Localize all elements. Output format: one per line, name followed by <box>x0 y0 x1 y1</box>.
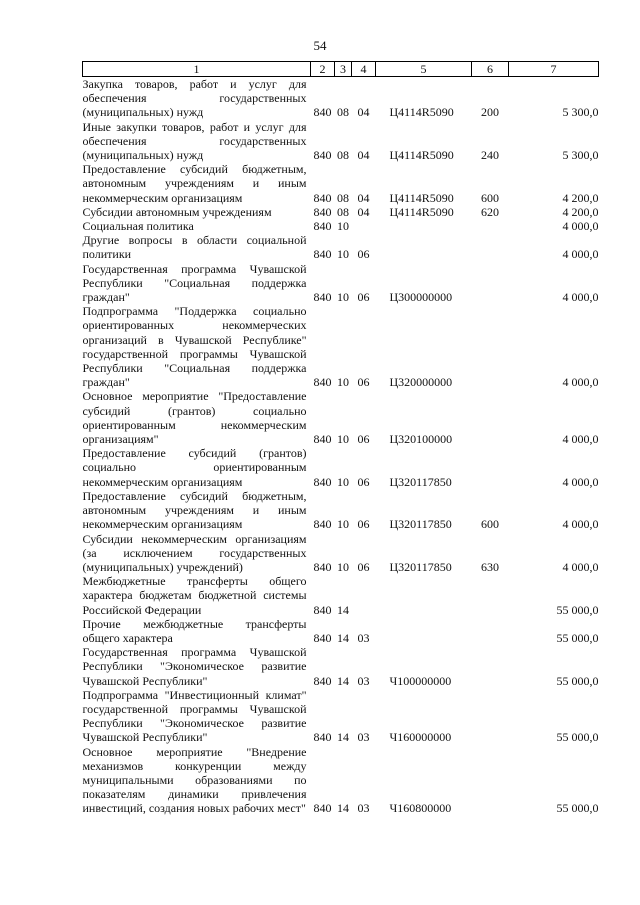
row-code-subsection: 04 <box>357 204 370 219</box>
row-description: Предоставление субсидий (грантов) социально ориентированным некоммерческим организациям <box>82 446 307 489</box>
row-amount: 4 000,0 <box>562 432 599 447</box>
row-code-admin: 840 <box>313 432 332 447</box>
row-code-target: Ц320117850 <box>389 559 452 574</box>
row-code-admin: 840 <box>313 730 332 745</box>
row-code-type <box>472 688 509 745</box>
row-code-target <box>376 574 472 617</box>
row-code-section: 10 <box>337 559 349 574</box>
row-code-type <box>472 745 509 816</box>
row-code-target <box>376 219 472 233</box>
row-code-target: Ц320000000 <box>389 375 453 390</box>
row-description: Социальная политика <box>82 219 194 234</box>
table-row <box>83 233 599 261</box>
row-description: Основное мероприятие "Предоставление субсидий (грантов) социально ориентированным некоммерческим организациям" <box>82 389 307 447</box>
row-description: Закупка товаров, работ и услуг для обеспечения государственных (муниципальных) нужд <box>82 77 307 120</box>
row-code-section: 08 <box>337 204 349 219</box>
row-code-admin: 840 <box>313 673 332 688</box>
row-amount: 55 000,0 <box>556 801 599 816</box>
row-code-admin: 840 <box>313 630 332 645</box>
row-code-target: Ц4114R5090 <box>389 204 454 219</box>
row-description: Предоставление субсидий бюджетным, автономным учреждениям и иным некоммерческим организациям <box>82 162 307 205</box>
row-code-section: 10 <box>337 290 349 305</box>
row-code-admin: 840 <box>313 148 332 163</box>
row-code-target: Ч160800000 <box>389 801 452 816</box>
row-description: Прочие межбюджетные трансферты общего характера <box>82 616 307 645</box>
row-description: Предоставление субсидий бюджетным, автономным учреждениям и иным некоммерческим организациям <box>82 488 307 532</box>
table-row <box>83 446 599 489</box>
row-code-target <box>376 617 472 645</box>
row-code-subsection <box>352 219 376 233</box>
row-code-type <box>472 389 509 446</box>
row-code-target: Ч160000000 <box>389 730 452 745</box>
row-code-section: 10 <box>337 474 349 489</box>
budget-table <box>82 61 599 816</box>
table-row <box>83 219 599 233</box>
row-description: Подпрограмма "Инвестиционный климат" государственной программы Чувашской Республики "Экономическое развитие Чувашской Республики" <box>82 687 307 745</box>
header-cell: 1 <box>83 62 311 77</box>
row-code-target: Ц320117850 <box>389 517 452 532</box>
row-code-type <box>472 262 509 305</box>
row-code-target: Ц4114R5090 <box>389 190 454 205</box>
row-description: Субсидии некоммерческим организациям (за исключением государственных (муниципальных) учреждений) <box>82 531 307 574</box>
table-row <box>83 304 599 389</box>
row-code-subsection: 03 <box>357 801 370 816</box>
header-cell: 7 <box>509 62 599 77</box>
row-code-target <box>376 233 472 261</box>
table-row <box>83 532 599 575</box>
row-code-type <box>472 233 509 261</box>
table-row <box>83 389 599 446</box>
row-code-section: 10 <box>337 517 349 532</box>
row-description: Подпрограмма "Поддержка социально ориентированных некоммерческих организаций в Чувашской Республике" государственной программы Чувашской Республики "Социальная поддержка граждан" <box>82 304 307 390</box>
row-description: Иные закупки товаров, работ и услуг для обеспечения государственных (муниципальных) нужд <box>82 119 307 163</box>
table-row <box>83 688 599 745</box>
row-amount: 4 000,0 <box>562 247 599 262</box>
row-code-type <box>472 446 509 489</box>
row-code-type <box>472 304 509 389</box>
row-code-admin: 840 <box>313 219 332 234</box>
row-code-admin: 840 <box>313 247 332 262</box>
row-description: Другие вопросы в области социальной политики <box>82 233 307 262</box>
row-code-type: 600 <box>481 517 499 532</box>
row-code-section: 14 <box>337 630 349 645</box>
row-code-section: 14 <box>337 673 349 688</box>
row-code-target: Ц4114R5090 <box>389 105 454 120</box>
row-code-section: 10 <box>337 375 349 390</box>
row-code-section: 10 <box>337 432 349 447</box>
table-row <box>83 489 599 532</box>
row-amount: 4 000,0 <box>562 290 599 305</box>
table-header-row <box>83 62 599 77</box>
row-code-admin: 840 <box>313 204 332 219</box>
row-code-subsection: 03 <box>357 673 370 688</box>
header-cell: 6 <box>472 62 509 77</box>
table-row <box>83 77 599 120</box>
table-row <box>83 262 599 305</box>
row-code-type <box>472 574 509 617</box>
row-code-type: 200 <box>481 105 499 120</box>
table-row <box>83 120 599 163</box>
row-code-target: Ц320100000 <box>389 432 453 447</box>
header-cell: 3 <box>335 62 352 77</box>
row-amount: 55 000,0 <box>556 630 599 645</box>
table-row <box>83 745 599 816</box>
row-code-subsection: 06 <box>357 474 370 489</box>
table-row <box>83 617 599 645</box>
row-amount: 4 000,0 <box>562 559 599 574</box>
row-code-admin: 840 <box>313 190 332 205</box>
row-code-admin: 840 <box>313 375 332 390</box>
row-code-admin: 840 <box>313 474 332 489</box>
row-code-admin: 840 <box>313 801 332 816</box>
row-code-section: 14 <box>337 801 349 816</box>
header-cell: 4 <box>352 62 376 77</box>
row-amount: 4 000,0 <box>562 219 599 234</box>
row-code-subsection: 04 <box>357 105 370 120</box>
row-code-admin: 840 <box>313 290 332 305</box>
row-code-section: 08 <box>337 148 349 163</box>
row-code-type <box>472 645 509 688</box>
row-code-subsection: 06 <box>357 432 370 447</box>
table-row <box>83 645 599 688</box>
row-description: Межбюджетные трансферты общего характера бюджетам бюджетной системы Российской Федерации <box>82 574 307 617</box>
row-code-type: 240 <box>481 148 499 163</box>
row-code-target: Ц4114R5090 <box>389 148 454 163</box>
row-code-subsection: 03 <box>357 730 370 745</box>
row-code-type <box>472 219 509 233</box>
row-amount: 4 000,0 <box>562 517 599 532</box>
row-amount: 5 300,0 <box>562 148 599 163</box>
row-amount: 55 000,0 <box>556 673 599 688</box>
row-code-admin: 840 <box>313 517 332 532</box>
row-amount: 4 200,0 <box>562 190 599 205</box>
row-code-subsection: 04 <box>357 190 370 205</box>
row-amount: 4 000,0 <box>562 375 599 390</box>
row-code-admin: 840 <box>313 602 332 617</box>
row-code-subsection: 04 <box>357 148 370 163</box>
row-description: Основное мероприятие "Внедрение механизмов конкуренции между муниципальными образованиями по показателям динамики привлечения инвестиций, создания новых рабочих мест" <box>82 744 307 816</box>
row-amount: 55 000,0 <box>556 730 599 745</box>
row-code-subsection: 06 <box>357 290 370 305</box>
table-row <box>83 574 599 617</box>
row-code-admin: 840 <box>313 559 332 574</box>
row-amount: 5 300,0 <box>562 105 599 120</box>
row-amount: 55 000,0 <box>556 602 599 617</box>
row-code-target: Ц320117850 <box>389 474 452 489</box>
row-code-target: Ч100000000 <box>389 673 452 688</box>
header-cell: 5 <box>376 62 472 77</box>
row-code-subsection: 06 <box>357 517 370 532</box>
row-code-type <box>472 617 509 645</box>
table-row <box>83 162 599 205</box>
row-code-admin: 840 <box>313 105 332 120</box>
row-code-type: 600 <box>481 190 499 205</box>
header-cell: 2 <box>311 62 335 77</box>
row-amount: 4 200,0 <box>562 204 599 219</box>
row-code-subsection: 03 <box>357 630 370 645</box>
page-number: 54 <box>313 38 327 53</box>
row-code-subsection: 06 <box>357 559 370 574</box>
row-code-section: 10 <box>337 219 349 234</box>
row-amount: 4 000,0 <box>562 474 599 489</box>
row-code-section: 08 <box>337 105 349 120</box>
table-body <box>83 77 599 816</box>
row-description: Субсидии автономным учреждениям <box>82 204 272 219</box>
table-row <box>83 205 599 219</box>
row-code-subsection: 06 <box>357 247 370 262</box>
row-code-subsection <box>352 574 376 617</box>
row-code-section: 08 <box>337 190 349 205</box>
row-code-type: 620 <box>481 204 499 219</box>
row-code-type: 630 <box>481 559 499 574</box>
row-code-target: Ц300000000 <box>389 290 453 305</box>
row-code-subsection: 06 <box>357 375 370 390</box>
row-code-section: 10 <box>337 247 349 262</box>
row-description: Государственная программа Чувашской Республики "Экономическое развитие Чувашской Республики" <box>82 645 307 688</box>
row-code-section: 14 <box>337 602 349 617</box>
row-description: Государственная программа Чувашской Республики "Социальная поддержка граждан" <box>82 261 307 305</box>
row-code-section: 14 <box>337 730 349 745</box>
